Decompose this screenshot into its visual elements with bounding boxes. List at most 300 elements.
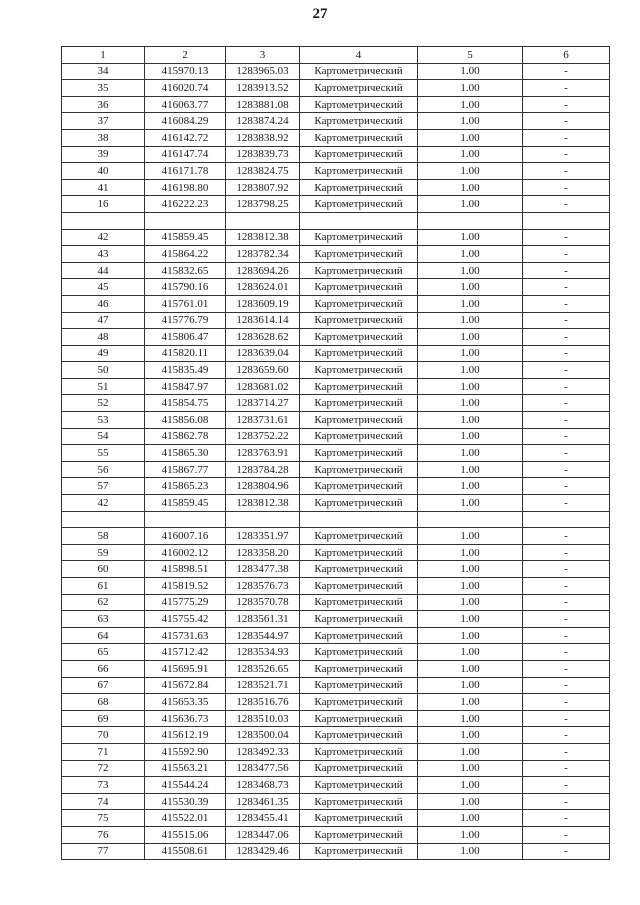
cell-y: 1283639.04: [226, 345, 300, 362]
cell-description: -: [523, 279, 610, 296]
table-row: [62, 196, 610, 213]
cell-x: 415592.90: [145, 743, 226, 760]
cell-accuracy: 1.00: [418, 793, 523, 810]
cell-point-number: 77: [62, 843, 145, 860]
cell-accuracy: 1.00: [418, 295, 523, 312]
cell-description: -: [523, 80, 610, 97]
cell-x: 415695.91: [145, 660, 226, 677]
cell-point-number: 52: [62, 395, 145, 412]
cell-point-number: 42: [62, 229, 145, 246]
cell-y: 1283714.27: [226, 395, 300, 412]
cell-y: 1283561.31: [226, 611, 300, 628]
table-row: [62, 478, 610, 495]
cell-description: -: [523, 378, 610, 395]
cell-x: 416002.12: [145, 544, 226, 561]
cell-accuracy: 1.00: [418, 163, 523, 180]
cell-y: 1283628.62: [226, 329, 300, 346]
cell-point-number: 56: [62, 461, 145, 478]
cell-point-number: 39: [62, 146, 145, 163]
cell-accuracy: 1.00: [418, 561, 523, 578]
cell-accuracy: 1.00: [418, 412, 523, 429]
empty-cell: [300, 511, 418, 528]
cell-method: Картометрический: [300, 694, 418, 711]
cell-y: 1283500.04: [226, 727, 300, 744]
cell-point-number: 58: [62, 528, 145, 545]
cell-point-number: 37: [62, 113, 145, 130]
cell-y: 1283468.73: [226, 777, 300, 794]
cell-accuracy: 1.00: [418, 810, 523, 827]
cell-accuracy: 1.00: [418, 129, 523, 146]
cell-x: 415672.84: [145, 677, 226, 694]
table-row: [62, 163, 610, 180]
cell-y: 1283752.22: [226, 428, 300, 445]
empty-cell: [226, 511, 300, 528]
empty-cell: [418, 511, 523, 528]
cell-method: Картометрический: [300, 495, 418, 512]
empty-cell: [226, 212, 300, 229]
cell-method: Картометрический: [300, 710, 418, 727]
cell-point-number: 53: [62, 412, 145, 429]
cell-x: 416063.77: [145, 96, 226, 113]
cell-x: 415775.29: [145, 594, 226, 611]
cell-method: Картометрический: [300, 743, 418, 760]
cell-point-number: 35: [62, 80, 145, 97]
cell-point-number: 75: [62, 810, 145, 827]
cell-x: 416084.29: [145, 113, 226, 130]
cell-description: -: [523, 196, 610, 213]
cell-description: -: [523, 544, 610, 561]
cell-description: -: [523, 611, 610, 628]
cell-x: 416222.23: [145, 196, 226, 213]
cell-y: 1283570.78: [226, 594, 300, 611]
cell-y: 1283881.08: [226, 96, 300, 113]
cell-accuracy: 1.00: [418, 362, 523, 379]
cell-y: 1283614.14: [226, 312, 300, 329]
cell-point-number: 47: [62, 312, 145, 329]
cell-x: 415636.73: [145, 710, 226, 727]
cell-method: Картометрический: [300, 810, 418, 827]
cell-method: Картометрический: [300, 196, 418, 213]
cell-x: 415515.06: [145, 826, 226, 843]
cell-y: 1283763.91: [226, 445, 300, 462]
cell-point-number: 62: [62, 594, 145, 611]
cell-point-number: 45: [62, 279, 145, 296]
cell-x: 416007.16: [145, 528, 226, 545]
cell-x: 415856.08: [145, 412, 226, 429]
cell-method: Картометрический: [300, 229, 418, 246]
table-row: [62, 843, 610, 860]
cell-accuracy: 1.00: [418, 113, 523, 130]
cell-accuracy: 1.00: [418, 428, 523, 445]
cell-x: 415864.22: [145, 246, 226, 263]
cell-y: 1283804.96: [226, 478, 300, 495]
cell-x: 415865.30: [145, 445, 226, 462]
cell-x: 415832.65: [145, 262, 226, 279]
cell-description: -: [523, 594, 610, 611]
empty-cell: [523, 212, 610, 229]
cell-accuracy: 1.00: [418, 63, 523, 80]
cell-method: Картометрический: [300, 428, 418, 445]
cell-accuracy: 1.00: [418, 395, 523, 412]
cell-x: 415776.79: [145, 312, 226, 329]
cell-y: 1283624.01: [226, 279, 300, 296]
cell-method: Картометрический: [300, 362, 418, 379]
cell-y: 1283447.06: [226, 826, 300, 843]
table-row: [62, 395, 610, 412]
cell-description: -: [523, 345, 610, 362]
cell-y: 1283351.97: [226, 528, 300, 545]
cell-x: 415508.61: [145, 843, 226, 860]
cell-point-number: 46: [62, 295, 145, 312]
header-cell-y: 3: [226, 47, 300, 64]
cell-accuracy: 1.00: [418, 594, 523, 611]
cell-y: 1283694.26: [226, 262, 300, 279]
cell-x: 415755.42: [145, 611, 226, 628]
cell-accuracy: 1.00: [418, 461, 523, 478]
cell-x: 416171.78: [145, 163, 226, 180]
table-row: [62, 694, 610, 711]
cell-point-number: 16: [62, 196, 145, 213]
cell-point-number: 41: [62, 179, 145, 196]
cell-x: 415530.39: [145, 793, 226, 810]
table-row: [62, 146, 610, 163]
cell-accuracy: 1.00: [418, 627, 523, 644]
table-row: [62, 594, 610, 611]
table-row: [62, 279, 610, 296]
cell-y: 1283477.56: [226, 760, 300, 777]
empty-cell: [145, 212, 226, 229]
cell-point-number: 76: [62, 826, 145, 843]
cell-description: -: [523, 727, 610, 744]
table-row: [62, 246, 610, 263]
cell-method: Картометрический: [300, 644, 418, 661]
cell-method: Картометрический: [300, 478, 418, 495]
cell-y: 1283477.38: [226, 561, 300, 578]
cell-y: 1283807.92: [226, 179, 300, 196]
cell-method: Картометрический: [300, 312, 418, 329]
cell-point-number: 73: [62, 777, 145, 794]
cell-point-number: 64: [62, 627, 145, 644]
cell-accuracy: 1.00: [418, 644, 523, 661]
table-row: [62, 63, 610, 80]
cell-y: 1283429.46: [226, 843, 300, 860]
cell-description: -: [523, 146, 610, 163]
table-row: [62, 793, 610, 810]
cell-description: -: [523, 163, 610, 180]
cell-point-number: 40: [62, 163, 145, 180]
cell-description: -: [523, 229, 610, 246]
cell-method: Картометрический: [300, 395, 418, 412]
cell-method: Картометрический: [300, 544, 418, 561]
cell-point-number: 55: [62, 445, 145, 462]
cell-method: Картометрический: [300, 727, 418, 744]
table-row: [62, 329, 610, 346]
cell-accuracy: 1.00: [418, 826, 523, 843]
cell-x: 416020.74: [145, 80, 226, 97]
cell-method: Картометрический: [300, 63, 418, 80]
table-row: [62, 561, 610, 578]
cell-method: Картометрический: [300, 345, 418, 362]
cell-method: Картометрический: [300, 627, 418, 644]
cell-x: 415712.42: [145, 644, 226, 661]
cell-description: -: [523, 478, 610, 495]
cell-method: Картометрический: [300, 528, 418, 545]
cell-x: 415854.75: [145, 395, 226, 412]
cell-description: -: [523, 561, 610, 578]
cell-point-number: 44: [62, 262, 145, 279]
cell-point-number: 67: [62, 677, 145, 694]
header-cell-description: 6: [523, 47, 610, 64]
cell-y: 1283521.71: [226, 677, 300, 694]
header-cell-accuracy: 5: [418, 47, 523, 64]
cell-accuracy: 1.00: [418, 445, 523, 462]
cell-accuracy: 1.00: [418, 611, 523, 628]
cell-method: Картометрический: [300, 146, 418, 163]
cell-description: -: [523, 428, 610, 445]
cell-description: -: [523, 312, 610, 329]
cell-point-number: 42: [62, 495, 145, 512]
cell-y: 1283609.19: [226, 295, 300, 312]
page-number: 27: [312, 6, 328, 22]
cell-x: 415820.11: [145, 345, 226, 362]
cell-point-number: 59: [62, 544, 145, 561]
cell-x: 415790.16: [145, 279, 226, 296]
cell-x: 415865.23: [145, 478, 226, 495]
cell-y: 1283534.93: [226, 644, 300, 661]
cell-accuracy: 1.00: [418, 760, 523, 777]
table-row: [62, 677, 610, 694]
cell-y: 1283544.97: [226, 627, 300, 644]
cell-method: Картометрический: [300, 677, 418, 694]
cell-accuracy: 1.00: [418, 528, 523, 545]
cell-point-number: 60: [62, 561, 145, 578]
cell-point-number: 69: [62, 710, 145, 727]
cell-x: 415544.24: [145, 777, 226, 794]
table-row: [62, 710, 610, 727]
table-row: [62, 777, 610, 794]
cell-y: 1283824.75: [226, 163, 300, 180]
cell-x: 415859.45: [145, 495, 226, 512]
table-row: [62, 445, 610, 462]
cell-description: -: [523, 63, 610, 80]
cell-x: 415563.21: [145, 760, 226, 777]
cell-method: Картометрический: [300, 445, 418, 462]
cell-x: 415612.19: [145, 727, 226, 744]
table-body: [62, 63, 610, 860]
cell-point-number: 65: [62, 644, 145, 661]
cell-y: 1283659.60: [226, 362, 300, 379]
cell-point-number: 66: [62, 660, 145, 677]
cell-y: 1283681.02: [226, 378, 300, 395]
cell-y: 1283461.35: [226, 793, 300, 810]
cell-method: Картометрический: [300, 843, 418, 860]
table-row: [62, 362, 610, 379]
cell-x: 415862.78: [145, 428, 226, 445]
cell-description: -: [523, 660, 610, 677]
cell-accuracy: 1.00: [418, 478, 523, 495]
empty-cell: [523, 511, 610, 528]
coordinates-table: [61, 46, 610, 860]
cell-x: 415653.35: [145, 694, 226, 711]
cell-accuracy: 1.00: [418, 279, 523, 296]
table-row: [62, 611, 610, 628]
cell-point-number: 36: [62, 96, 145, 113]
cell-accuracy: 1.00: [418, 196, 523, 213]
table-row: [62, 727, 610, 744]
table-row: [62, 179, 610, 196]
cell-description: -: [523, 743, 610, 760]
cell-method: Картометрический: [300, 80, 418, 97]
cell-method: Картометрический: [300, 777, 418, 794]
cell-accuracy: 1.00: [418, 694, 523, 711]
cell-description: -: [523, 329, 610, 346]
cell-accuracy: 1.00: [418, 246, 523, 263]
cell-method: Картометрический: [300, 246, 418, 263]
table-row: [62, 96, 610, 113]
empty-cell: [300, 212, 418, 229]
cell-point-number: 49: [62, 345, 145, 362]
cell-point-number: 48: [62, 329, 145, 346]
cell-method: Картометрический: [300, 760, 418, 777]
table-row: [62, 578, 610, 595]
cell-method: Картометрический: [300, 461, 418, 478]
cell-description: -: [523, 96, 610, 113]
cell-y: 1283784.28: [226, 461, 300, 478]
cell-accuracy: 1.00: [418, 660, 523, 677]
cell-point-number: 54: [62, 428, 145, 445]
table-row: [62, 262, 610, 279]
table-row: [62, 345, 610, 362]
table-row: [62, 80, 610, 97]
cell-y: 1283839.73: [226, 146, 300, 163]
cell-description: -: [523, 129, 610, 146]
cell-point-number: 68: [62, 694, 145, 711]
table-header-row: [62, 47, 610, 64]
cell-y: 1283913.52: [226, 80, 300, 97]
cell-description: -: [523, 843, 610, 860]
cell-method: Картометрический: [300, 793, 418, 810]
cell-accuracy: 1.00: [418, 179, 523, 196]
cell-x: 415847.97: [145, 378, 226, 395]
empty-cell: [418, 212, 523, 229]
cell-x: 415867.77: [145, 461, 226, 478]
cell-y: 1283358.20: [226, 544, 300, 561]
cell-point-number: 50: [62, 362, 145, 379]
table-row: [62, 760, 610, 777]
cell-accuracy: 1.00: [418, 312, 523, 329]
table-row: [62, 826, 610, 843]
table-row: [62, 627, 610, 644]
table-row: [62, 544, 610, 561]
cell-description: -: [523, 412, 610, 429]
cell-method: Картометрический: [300, 611, 418, 628]
cell-x: 415522.01: [145, 810, 226, 827]
cell-point-number: 74: [62, 793, 145, 810]
cell-accuracy: 1.00: [418, 495, 523, 512]
table-row: [62, 113, 610, 130]
cell-y: 1283965.03: [226, 63, 300, 80]
cell-point-number: 34: [62, 63, 145, 80]
cell-description: -: [523, 246, 610, 263]
cell-method: Картометрический: [300, 378, 418, 395]
cell-method: Картометрический: [300, 329, 418, 346]
cell-y: 1283510.03: [226, 710, 300, 727]
cell-y: 1283455.41: [226, 810, 300, 827]
cell-x: 416198.80: [145, 179, 226, 196]
cell-description: -: [523, 362, 610, 379]
cell-description: -: [523, 694, 610, 711]
cell-method: Картометрический: [300, 295, 418, 312]
table-row: [62, 378, 610, 395]
cell-x: 415835.49: [145, 362, 226, 379]
table-row: [62, 743, 610, 760]
cell-description: -: [523, 295, 610, 312]
cell-description: -: [523, 826, 610, 843]
cell-method: Картометрический: [300, 96, 418, 113]
cell-y: 1283576.73: [226, 578, 300, 595]
cell-description: -: [523, 495, 610, 512]
cell-accuracy: 1.00: [418, 229, 523, 246]
cell-description: -: [523, 262, 610, 279]
cell-y: 1283782.34: [226, 246, 300, 263]
cell-accuracy: 1.00: [418, 843, 523, 860]
empty-cell: [62, 511, 145, 528]
cell-y: 1283838.92: [226, 129, 300, 146]
cell-method: Картометрический: [300, 262, 418, 279]
cell-method: Картометрический: [300, 163, 418, 180]
cell-method: Картометрический: [300, 594, 418, 611]
cell-x: 416147.74: [145, 146, 226, 163]
header-cell-point-number: 1: [62, 47, 145, 64]
cell-x: 416142.72: [145, 129, 226, 146]
table-separator-row: [62, 511, 610, 528]
cell-description: -: [523, 179, 610, 196]
cell-point-number: 43: [62, 246, 145, 263]
cell-accuracy: 1.00: [418, 710, 523, 727]
table-row: [62, 295, 610, 312]
cell-accuracy: 1.00: [418, 727, 523, 744]
cell-method: Картометрический: [300, 129, 418, 146]
cell-x: 415731.63: [145, 627, 226, 644]
cell-x: 415819.52: [145, 578, 226, 595]
cell-y: 1283812.38: [226, 495, 300, 512]
table-row: [62, 428, 610, 445]
cell-point-number: 63: [62, 611, 145, 628]
table-row: [62, 461, 610, 478]
cell-y: 1283812.38: [226, 229, 300, 246]
cell-y: 1283731.61: [226, 412, 300, 429]
cell-description: -: [523, 578, 610, 595]
cell-accuracy: 1.00: [418, 345, 523, 362]
cell-method: Картометрический: [300, 578, 418, 595]
header-cell-x: 2: [145, 47, 226, 64]
cell-accuracy: 1.00: [418, 262, 523, 279]
cell-accuracy: 1.00: [418, 80, 523, 97]
cell-method: Картометрический: [300, 412, 418, 429]
cell-description: -: [523, 677, 610, 694]
cell-accuracy: 1.00: [418, 677, 523, 694]
cell-point-number: 70: [62, 727, 145, 744]
cell-point-number: 51: [62, 378, 145, 395]
cell-accuracy: 1.00: [418, 96, 523, 113]
cell-point-number: 71: [62, 743, 145, 760]
cell-point-number: 38: [62, 129, 145, 146]
cell-point-number: 61: [62, 578, 145, 595]
cell-description: -: [523, 627, 610, 644]
cell-description: -: [523, 461, 610, 478]
cell-accuracy: 1.00: [418, 329, 523, 346]
cell-point-number: 72: [62, 760, 145, 777]
